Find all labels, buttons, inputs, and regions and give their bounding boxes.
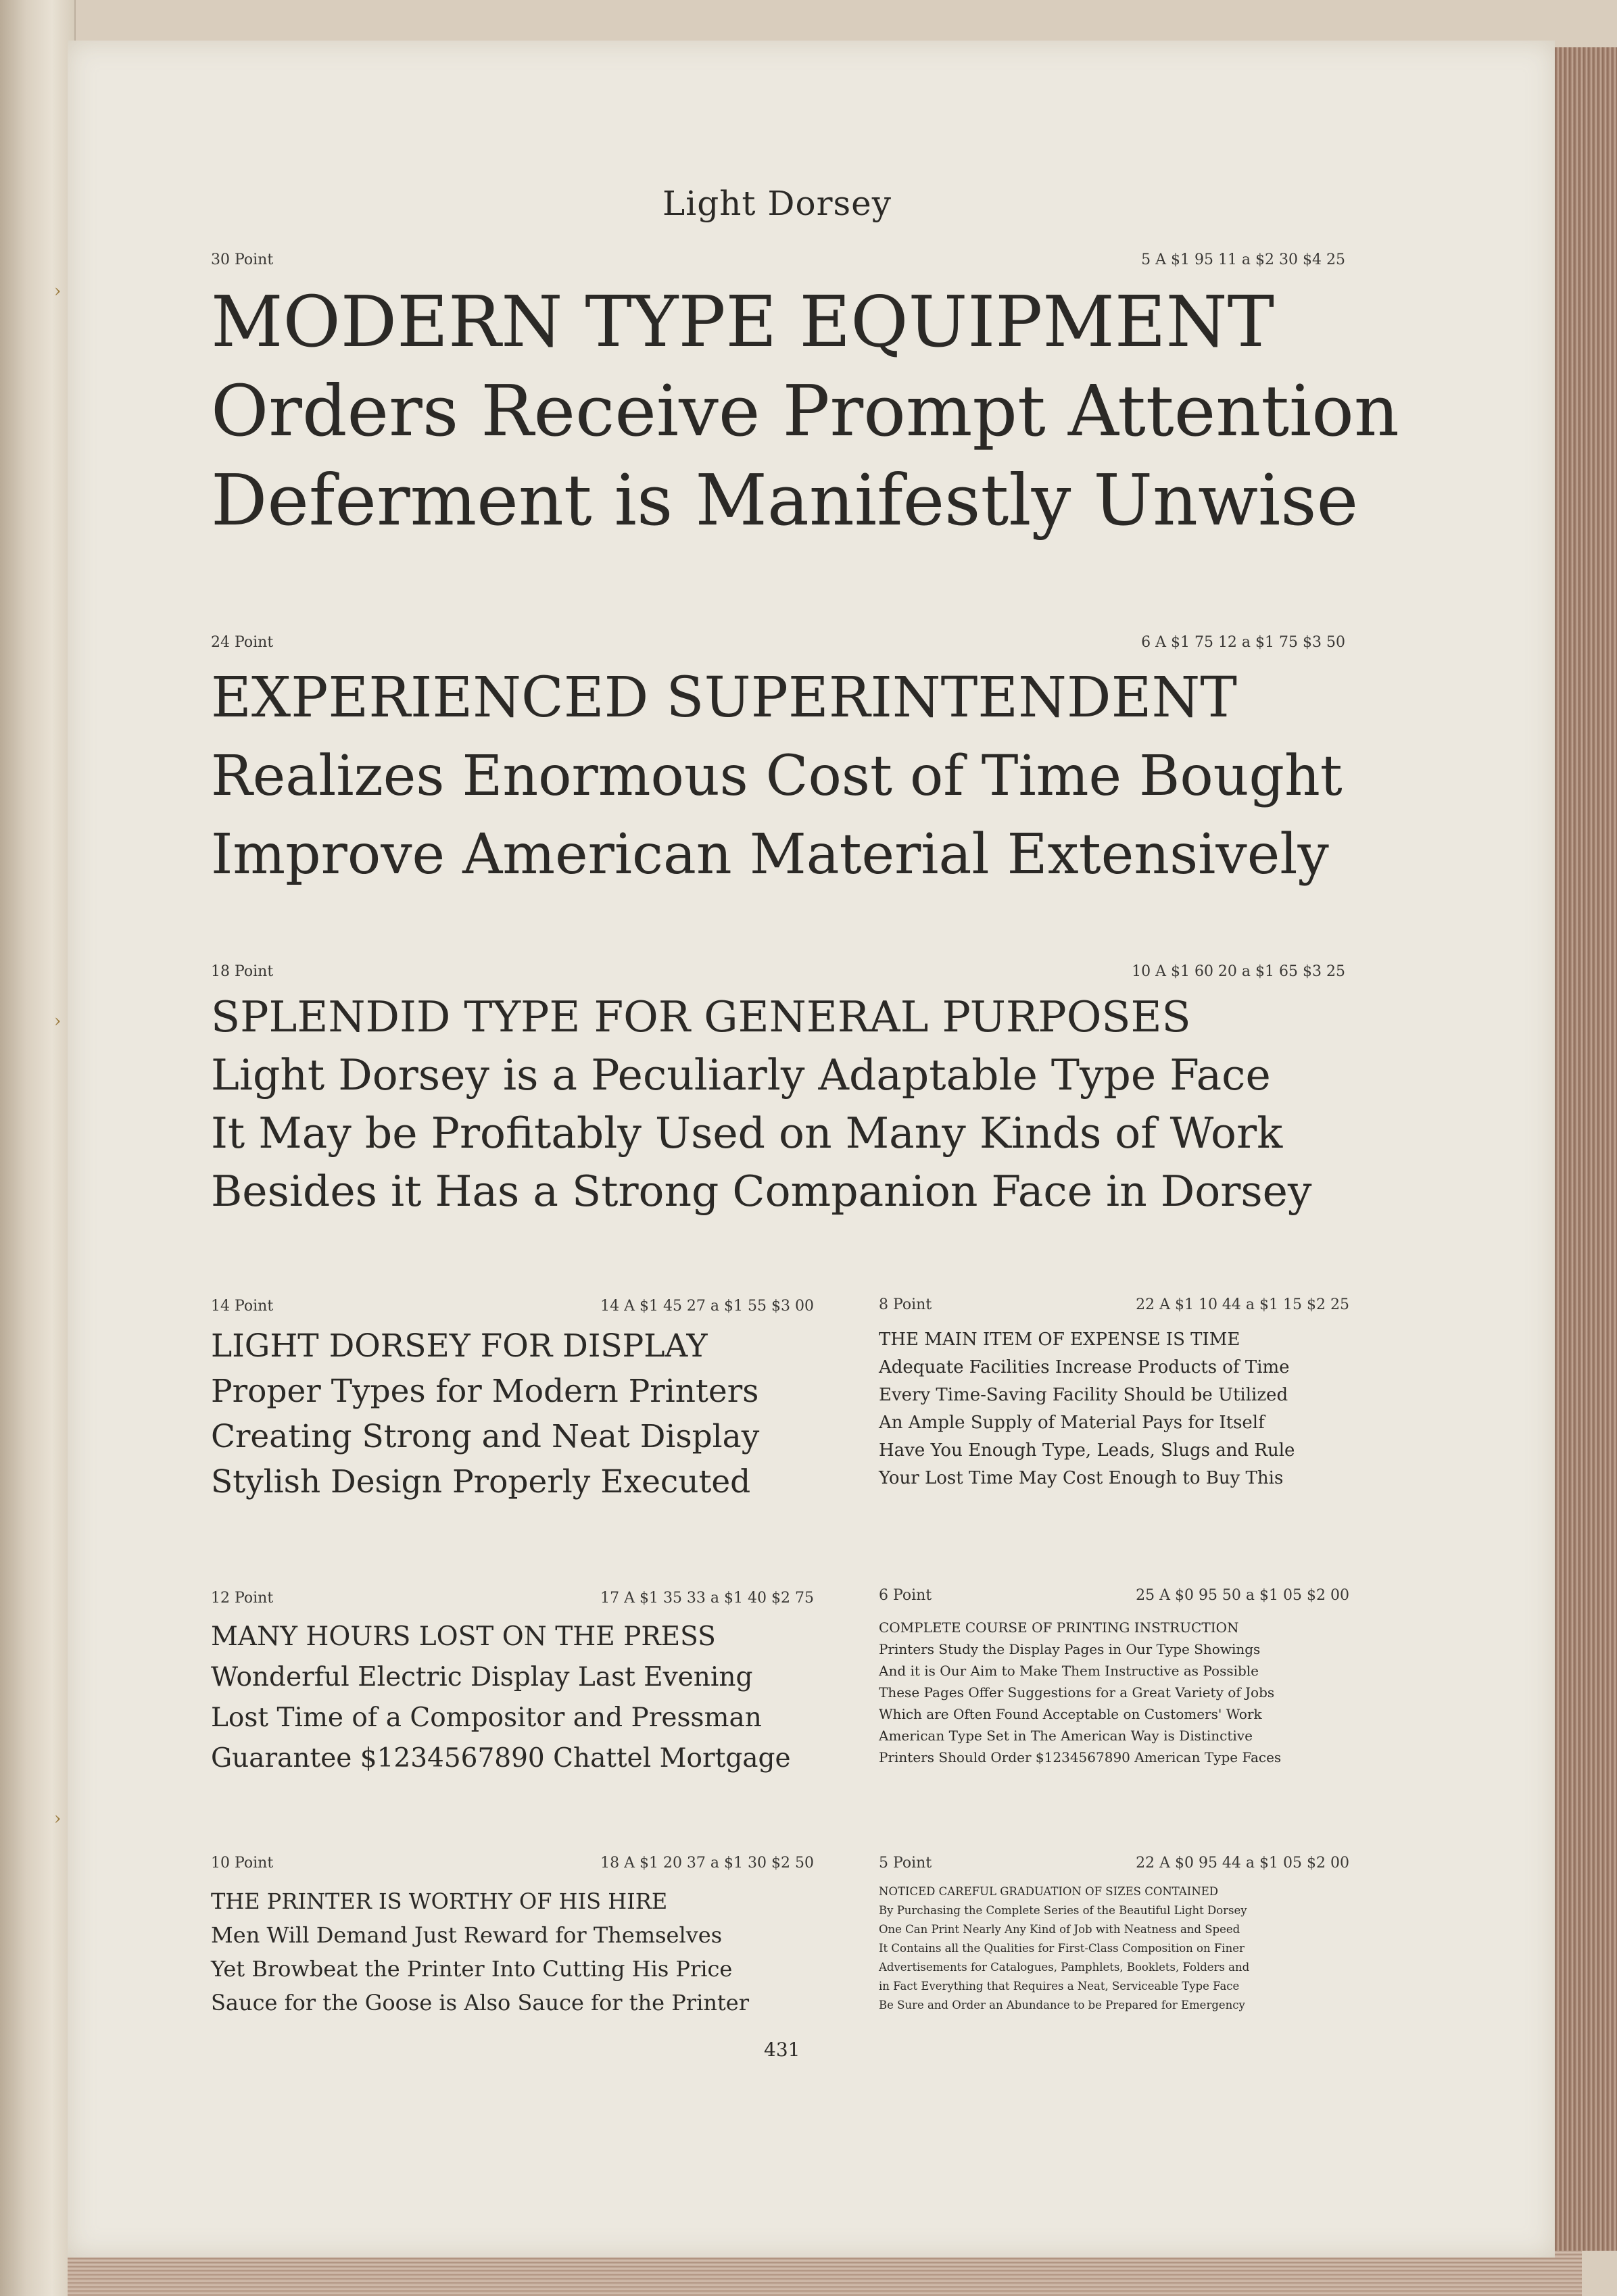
specimen-5pt: [879, 1882, 1249, 2015]
specimen-line: American Type Set in The American Way is Distinctive: [879, 1728, 1253, 1744]
price-label: 10 A $1 60 20 a $1 65 $3 25: [1132, 963, 1345, 980]
page-edges-right: [1555, 47, 1617, 2251]
specimen-line: Improve American Material Extensively: [211, 823, 1329, 887]
specimen-line: Printers Study the Display Pages in Our Type Showings: [879, 1641, 1261, 1657]
specimen-line: Be Sure and Order an Abundance to be Prepared for Emergency: [879, 1999, 1245, 2011]
price-label: 17 A $1 35 33 a $1 40 $2 75: [600, 1590, 814, 1607]
specimen-header-30pt: [211, 251, 1345, 268]
point-size-label: 14 Point: [211, 1298, 274, 1315]
point-size-label: 8 Point: [879, 1296, 932, 1313]
specimen-6pt: [879, 1617, 1281, 1768]
specimen-line: in Fact Everything that Requires a Neat, Serviceable Type Face: [879, 1980, 1240, 1993]
price-label: 25 A $0 95 50 a $1 05 $2 00: [1136, 1587, 1349, 1604]
specimen-line: And it is Our Aim to Make Them Instructive as Possible: [879, 1663, 1259, 1679]
specimen-18pt: [211, 988, 1312, 1221]
specimen-line: Besides it Has a Strong Companion Face in Dorsey: [211, 1167, 1312, 1216]
specimen-line: Yet Browbeat the Printer Into Cutting His Price: [211, 1956, 733, 1982]
specimen-line: Creating Strong and Neat Display: [211, 1418, 760, 1455]
specimen-line: An Ample Supply of Material Pays for Itself: [879, 1413, 1265, 1433]
specimen-line: Deferment is Manifestly Unwise: [211, 459, 1359, 541]
specimen-line: It May be Profitably Used on Many Kinds of Work: [211, 1108, 1283, 1158]
specimen-12pt: [211, 1617, 791, 1779]
specimen-line: Printers Should Order $1234567890 American Type Faces: [879, 1749, 1282, 1765]
specimen-line: It Contains all the Qualities for First-Class Composition on Finer: [879, 1942, 1245, 1955]
specimen-8pt: [879, 1326, 1295, 1492]
specimen-line: THE PRINTER IS WORTHY OF HIS HIRE: [211, 1888, 668, 1914]
binding-stitch: ›: [54, 1011, 62, 1031]
price-label: 14 A $1 45 27 a $1 55 $3 00: [600, 1298, 814, 1315]
specimen-30pt: [211, 277, 1399, 545]
specimen-line: Wonderful Electric Display Last Evening: [211, 1662, 753, 1692]
specimen-line: Have You Enough Type, Leads, Slugs and Rule: [879, 1440, 1295, 1461]
specimen-header-5pt: [879, 1855, 1349, 1872]
specimen-line: By Purchasing the Complete Series of the Beautiful Light Dorsey: [879, 1904, 1247, 1917]
specimen-line: Every Time-Saving Facility Should be Utilized: [879, 1385, 1288, 1405]
specimen-line: MANY HOURS LOST ON THE PRESS: [211, 1621, 716, 1652]
specimen-line: Guarantee $1234567890 Chattel Mortgage: [211, 1743, 791, 1774]
point-size-label: 5 Point: [879, 1855, 932, 1872]
specimen-line: Advertisements for Catalogues, Pamphlets, Booklets, Folders and: [879, 1961, 1250, 1974]
specimen-line: EXPERIENCED SUPERINTENDENT: [211, 666, 1237, 730]
specimen-line: SPLENDID TYPE FOR GENERAL PURPOSES: [211, 992, 1191, 1042]
specimen-header-6pt: [879, 1587, 1349, 1604]
page-title: Light Dorsey: [662, 184, 892, 223]
price-label: 18 A $1 20 37 a $1 30 $2 50: [600, 1855, 814, 1872]
specimen-line: MODERN TYPE EQUIPMENT: [211, 280, 1275, 363]
specimen-line: Men Will Demand Just Reward for Themselves: [211, 1922, 723, 1948]
specimen-24pt: [211, 659, 1343, 894]
book-gutter: [0, 0, 76, 2296]
specimen-line: Lost Time of a Compositor and Pressman: [211, 1703, 762, 1733]
specimen-header-24pt: [211, 634, 1345, 651]
price-label: 5 A $1 95 11 a $2 30 $4 25: [1141, 251, 1345, 268]
specimen-line: COMPLETE COURSE OF PRINTING INSTRUCTION: [879, 1619, 1239, 1636]
point-size-label: 12 Point: [211, 1590, 274, 1607]
point-size-label: 24 Point: [211, 634, 274, 651]
specimen-header-8pt: [879, 1296, 1349, 1313]
point-size-label: 6 Point: [879, 1587, 932, 1604]
specimen-header-14pt: [211, 1298, 814, 1315]
specimen-line: Which are Often Found Acceptable on Customers' Work: [879, 1706, 1262, 1722]
specimen-header-10pt: [211, 1855, 814, 1872]
specimen-line: Light Dorsey is a Peculiarly Adaptable Type Face: [211, 1050, 1271, 1100]
point-size-label: 18 Point: [211, 963, 274, 980]
specimen-10pt: [211, 1884, 749, 2020]
specimen-line: Orders Receive Prompt Attention: [211, 370, 1399, 452]
specimen-header-12pt: [211, 1590, 814, 1607]
specimen-line: Realizes Enormous Cost of Time Bought: [211, 744, 1343, 808]
specimen-line: Stylish Design Properly Executed: [211, 1463, 751, 1500]
page-number: 431: [764, 2038, 800, 2061]
specimen-line: Sauce for the Goose is Also Sauce for the Printer: [211, 1990, 750, 2016]
specimen-line: NOTICED CAREFUL GRADUATION OF SIZES CONTAINED: [879, 1885, 1219, 1898]
specimen-line: Adequate Facilities Increase Products of Time: [879, 1357, 1290, 1377]
price-label: 22 A $0 95 44 a $1 05 $2 00: [1136, 1855, 1349, 1872]
specimen-line: Proper Types for Modern Printers: [211, 1373, 759, 1410]
binding-stitch: ›: [54, 1809, 62, 1829]
page-edges-bottom: [68, 2251, 1582, 2296]
binding-stitch: ›: [54, 281, 62, 301]
specimen-line: These Pages Offer Suggestions for a Great Variety of Jobs: [879, 1684, 1275, 1701]
specimen-header-18pt: [211, 963, 1345, 980]
specimen-line: LIGHT DORSEY FOR DISPLAY: [211, 1327, 708, 1365]
price-label: 6 A $1 75 12 a $1 75 $3 50: [1141, 634, 1345, 651]
point-size-label: 30 Point: [211, 251, 274, 268]
specimen-line: One Can Print Nearly Any Kind of Job with Neatness and Speed: [879, 1923, 1240, 1936]
specimen-line: Your Lost Time May Cost Enough to Buy This: [879, 1468, 1284, 1488]
price-label: 22 A $1 10 44 a $1 15 $2 25: [1136, 1296, 1349, 1313]
specimen-14pt: [211, 1323, 759, 1505]
point-size-label: 10 Point: [211, 1855, 274, 1872]
specimen-line: THE MAIN ITEM OF EXPENSE IS TIME: [879, 1329, 1240, 1350]
